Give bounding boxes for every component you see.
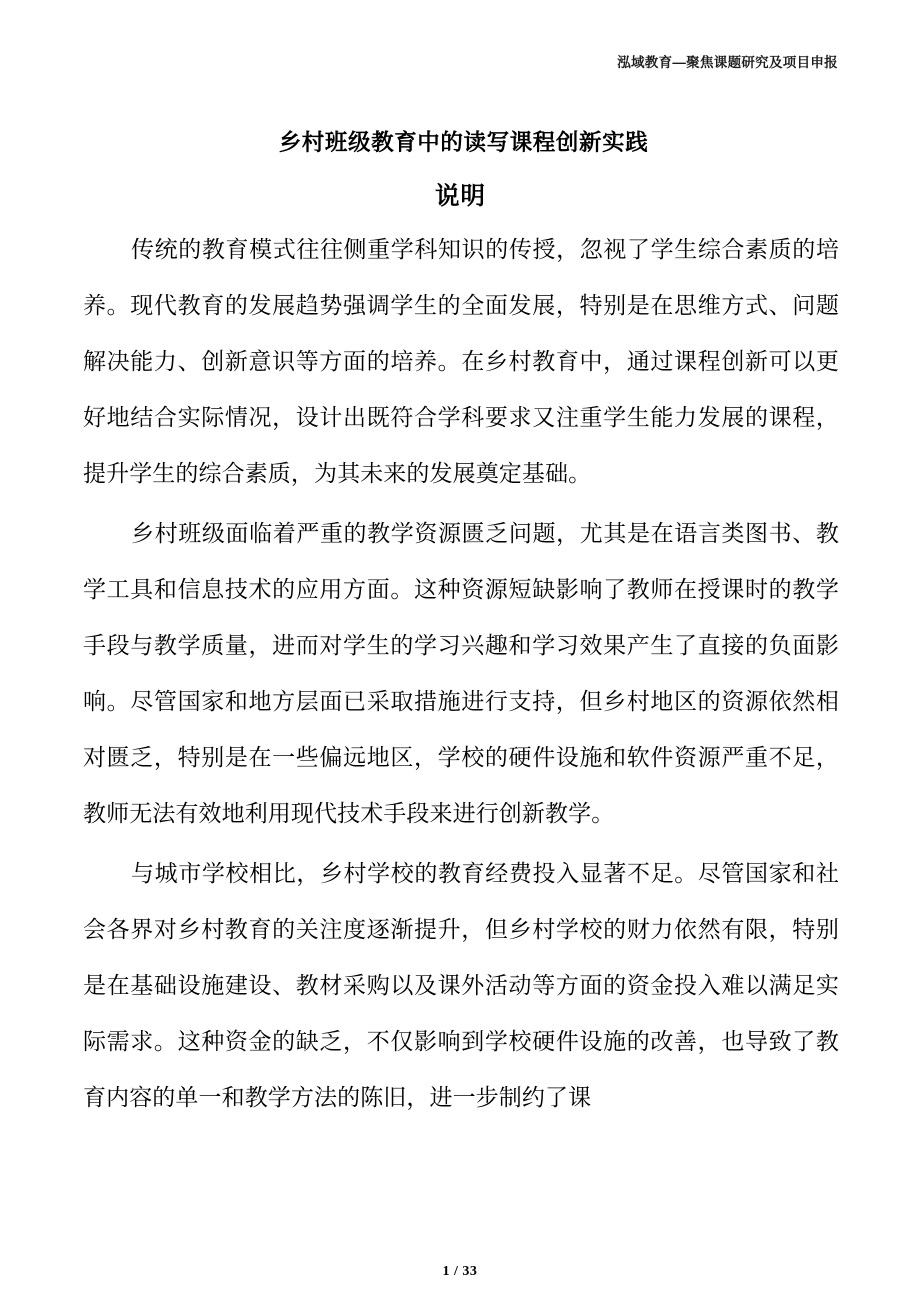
section-heading: 说明 [435, 183, 486, 210]
document-body [83, 222, 839, 1126]
title-block [83, 126, 838, 214]
page-number-footer: 1 / 33 [442, 1264, 478, 1279]
page-title: 乡村班级教育中的读写课程创新实践 [278, 130, 649, 155]
body-paragraph: 乡村班级面临着严重的教学资源匮乏问题，尤其是在语言类图书、教学工具和信息技术的应用方面。这种资源短缺影响了教师在授课时的教学手段与教学质量，进而对学生的学习兴趣和学习效果产生了直接的负面影响。尽管国家和地方层面已采取措施进行支持，但乡村地区的资源依然相对匮乏，特别是在一些偏远地区，学校的硬件设施和软件资源严重不足，教师无法有效地利用现代技术手段来进行创新教学。 [83, 521, 839, 826]
body-paragraph: 传统的教育模式往往侧重学科知识的传授，忽视了学生综合素质的培养。现代教育的发展趋势强调学生的全面发展，特别是在思维方式、问题解决能力、创新意识等方面的培养。在乡村教育中，通过课程创新可以更好地结合实际情况，设计出既符合学科要求又注重学生能力发展的课程，提升学生的综合素质，为其未来的发展奠定基础。 [83, 237, 839, 486]
running-header: 泓域教育—聚焦课题研究及项目申报 [617, 55, 838, 70]
body-paragraph: 与城市学校相比，乡村学校的教育经费投入显著不足。尽管国家和社会各界对乡村教育的关注度逐渐提升，但乡村学校的财力依然有限，特别是在基础设施建设、教材采购以及课外活动等方面的资金投入难以满足实际需求。这种资金的缺乏，不仅影响到学校硬件设施的改善，也导致了教育内容的单一和教学方法的陈旧，进一步制约了课 [83, 861, 839, 1110]
